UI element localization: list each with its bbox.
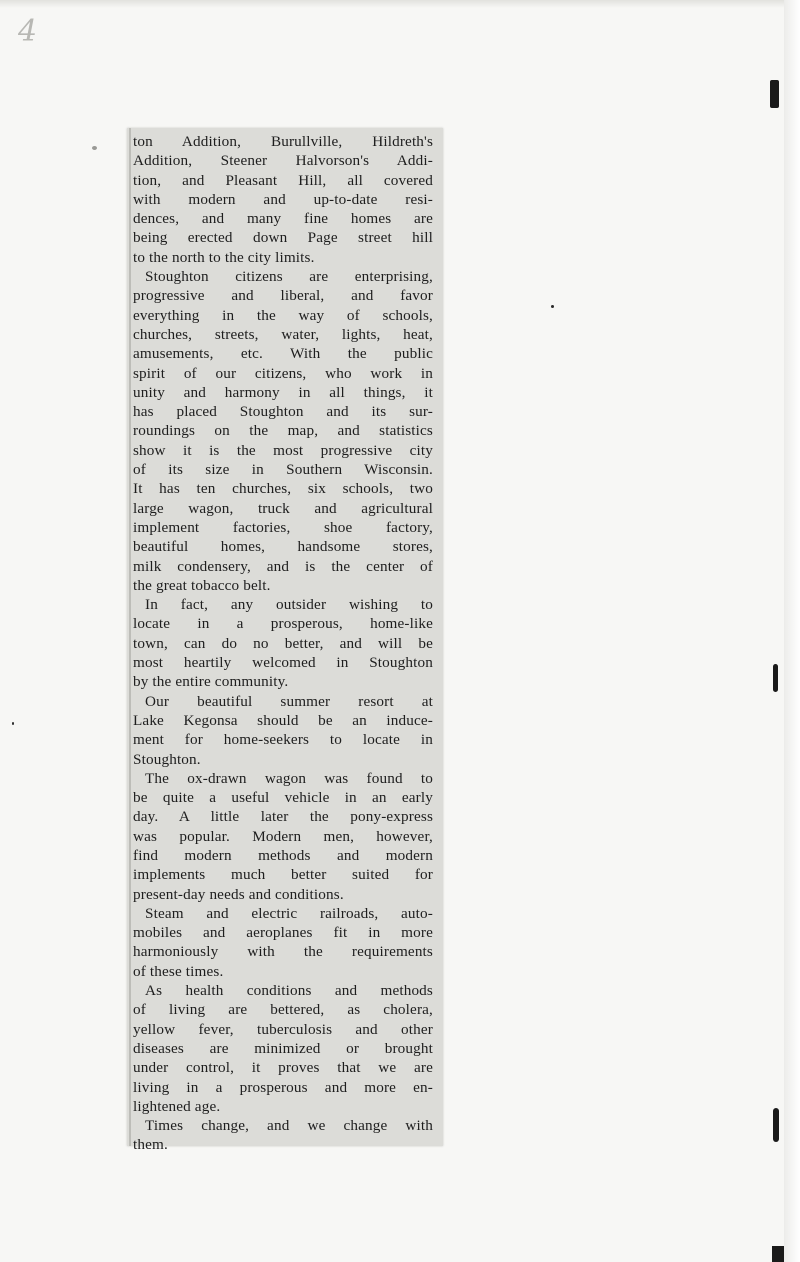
article-line: them. [133,1136,168,1154]
article-line: day. A little later the pony-express [133,808,433,826]
scan-speck [551,305,554,308]
article-line: was popular. Modern men, however, [133,827,433,845]
page-edge [784,0,800,1262]
binder-mark-bottom [773,1108,779,1142]
article-line: Times change, and we change with [145,1117,433,1135]
article-line: living in a prosperous and more en- [133,1078,433,1096]
article-line: milk condensery, and is the center of [133,557,433,575]
article-column [133,132,433,1155]
article-line: be quite a useful vehicle in an early [133,789,433,807]
page-number: 4 [18,14,38,49]
article-line: has placed Stoughton and its sur- [133,403,433,421]
article-line: The ox-drawn wagon was found to [145,769,433,787]
article-line: harmoniously with the requirements [133,943,433,961]
article-line: roundings on the map, and statistics [133,422,433,440]
article-line: find modern methods and modern [133,846,433,864]
scan-speck [92,146,97,150]
article-line: diseases are minimized or brought [133,1039,433,1057]
article-line: spirit of our citizens, who work in [133,364,433,382]
article-line: Addition, Steener Halvorson's Addi- [133,152,433,170]
top-edge-shadow [0,0,784,8]
column-rule [129,128,131,1146]
article-line: lightened age. [133,1097,221,1115]
article-line: beautiful homes, handsome stores, [133,538,433,556]
article-line: In fact, any outsider wishing to [145,596,433,614]
article-line: tion, and Pleasant Hill, all covered [133,171,433,189]
article-line: of its size in Southern Wisconsin. [133,461,433,479]
article-line: Lake Kegonsa should be an induce- [133,711,433,729]
article-line: implements much better suited for [133,866,433,884]
article-line: progressive and liberal, and favor [133,287,433,305]
article-line: yellow fever, tuberculosis and other [133,1020,433,1038]
article-line: dences, and many fine homes are [133,210,433,228]
article-line: of these times. [133,962,224,980]
article-line: It has ten churches, six schools, two [133,480,433,498]
article-line: Stoughton citizens are enterprising, [145,268,433,286]
article-line: being erected down Page street hill [133,229,433,247]
article-line: under control, it proves that we are [133,1059,433,1077]
binder-mark-top [770,80,779,108]
article-line: to the north to the city limits. [133,248,315,266]
binder-corner [772,1246,784,1262]
article-line: show it is the most progressive city [133,441,433,459]
article-line: ment for home-seekers to locate in [133,731,433,749]
article-line: most heartily welcomed in Stoughton [133,654,433,672]
article-line: As health conditions and methods [145,982,433,1000]
article-line: large wagon, truck and agricultural [133,499,433,517]
article-line: with modern and up-to-date resi- [133,190,433,208]
article-line: implement factories, shoe factory, [133,518,433,536]
article-line: Our beautiful summer resort at [145,692,433,710]
binder-mark-middle [773,664,778,692]
article-line: Steam and electric railroads, auto- [145,904,433,922]
article-line: Stoughton. [133,750,201,768]
article-line: ton Addition, Burullville, Hildreth's [133,133,433,150]
article-line: by the entire community. [133,673,289,691]
article-line: of living are bettered, as cholera, [133,1001,433,1019]
article-line: locate in a prosperous, home-like [133,615,433,633]
article-line: present-day needs and conditions. [133,885,344,903]
newspaper-clipping [127,128,443,1154]
article-line: town, can do no better, and will be [133,634,433,652]
article-line: churches, streets, water, lights, heat, [133,325,433,343]
article-line: mobiles and aeroplanes fit in more [133,924,433,942]
article-line: everything in the way of schools, [133,306,433,324]
article-line: amusements, etc. With the public [133,345,433,363]
article-line: unity and harmony in all things, it [133,383,433,401]
scan-speck [12,722,14,725]
article-line: the great tobacco belt. [133,576,271,594]
